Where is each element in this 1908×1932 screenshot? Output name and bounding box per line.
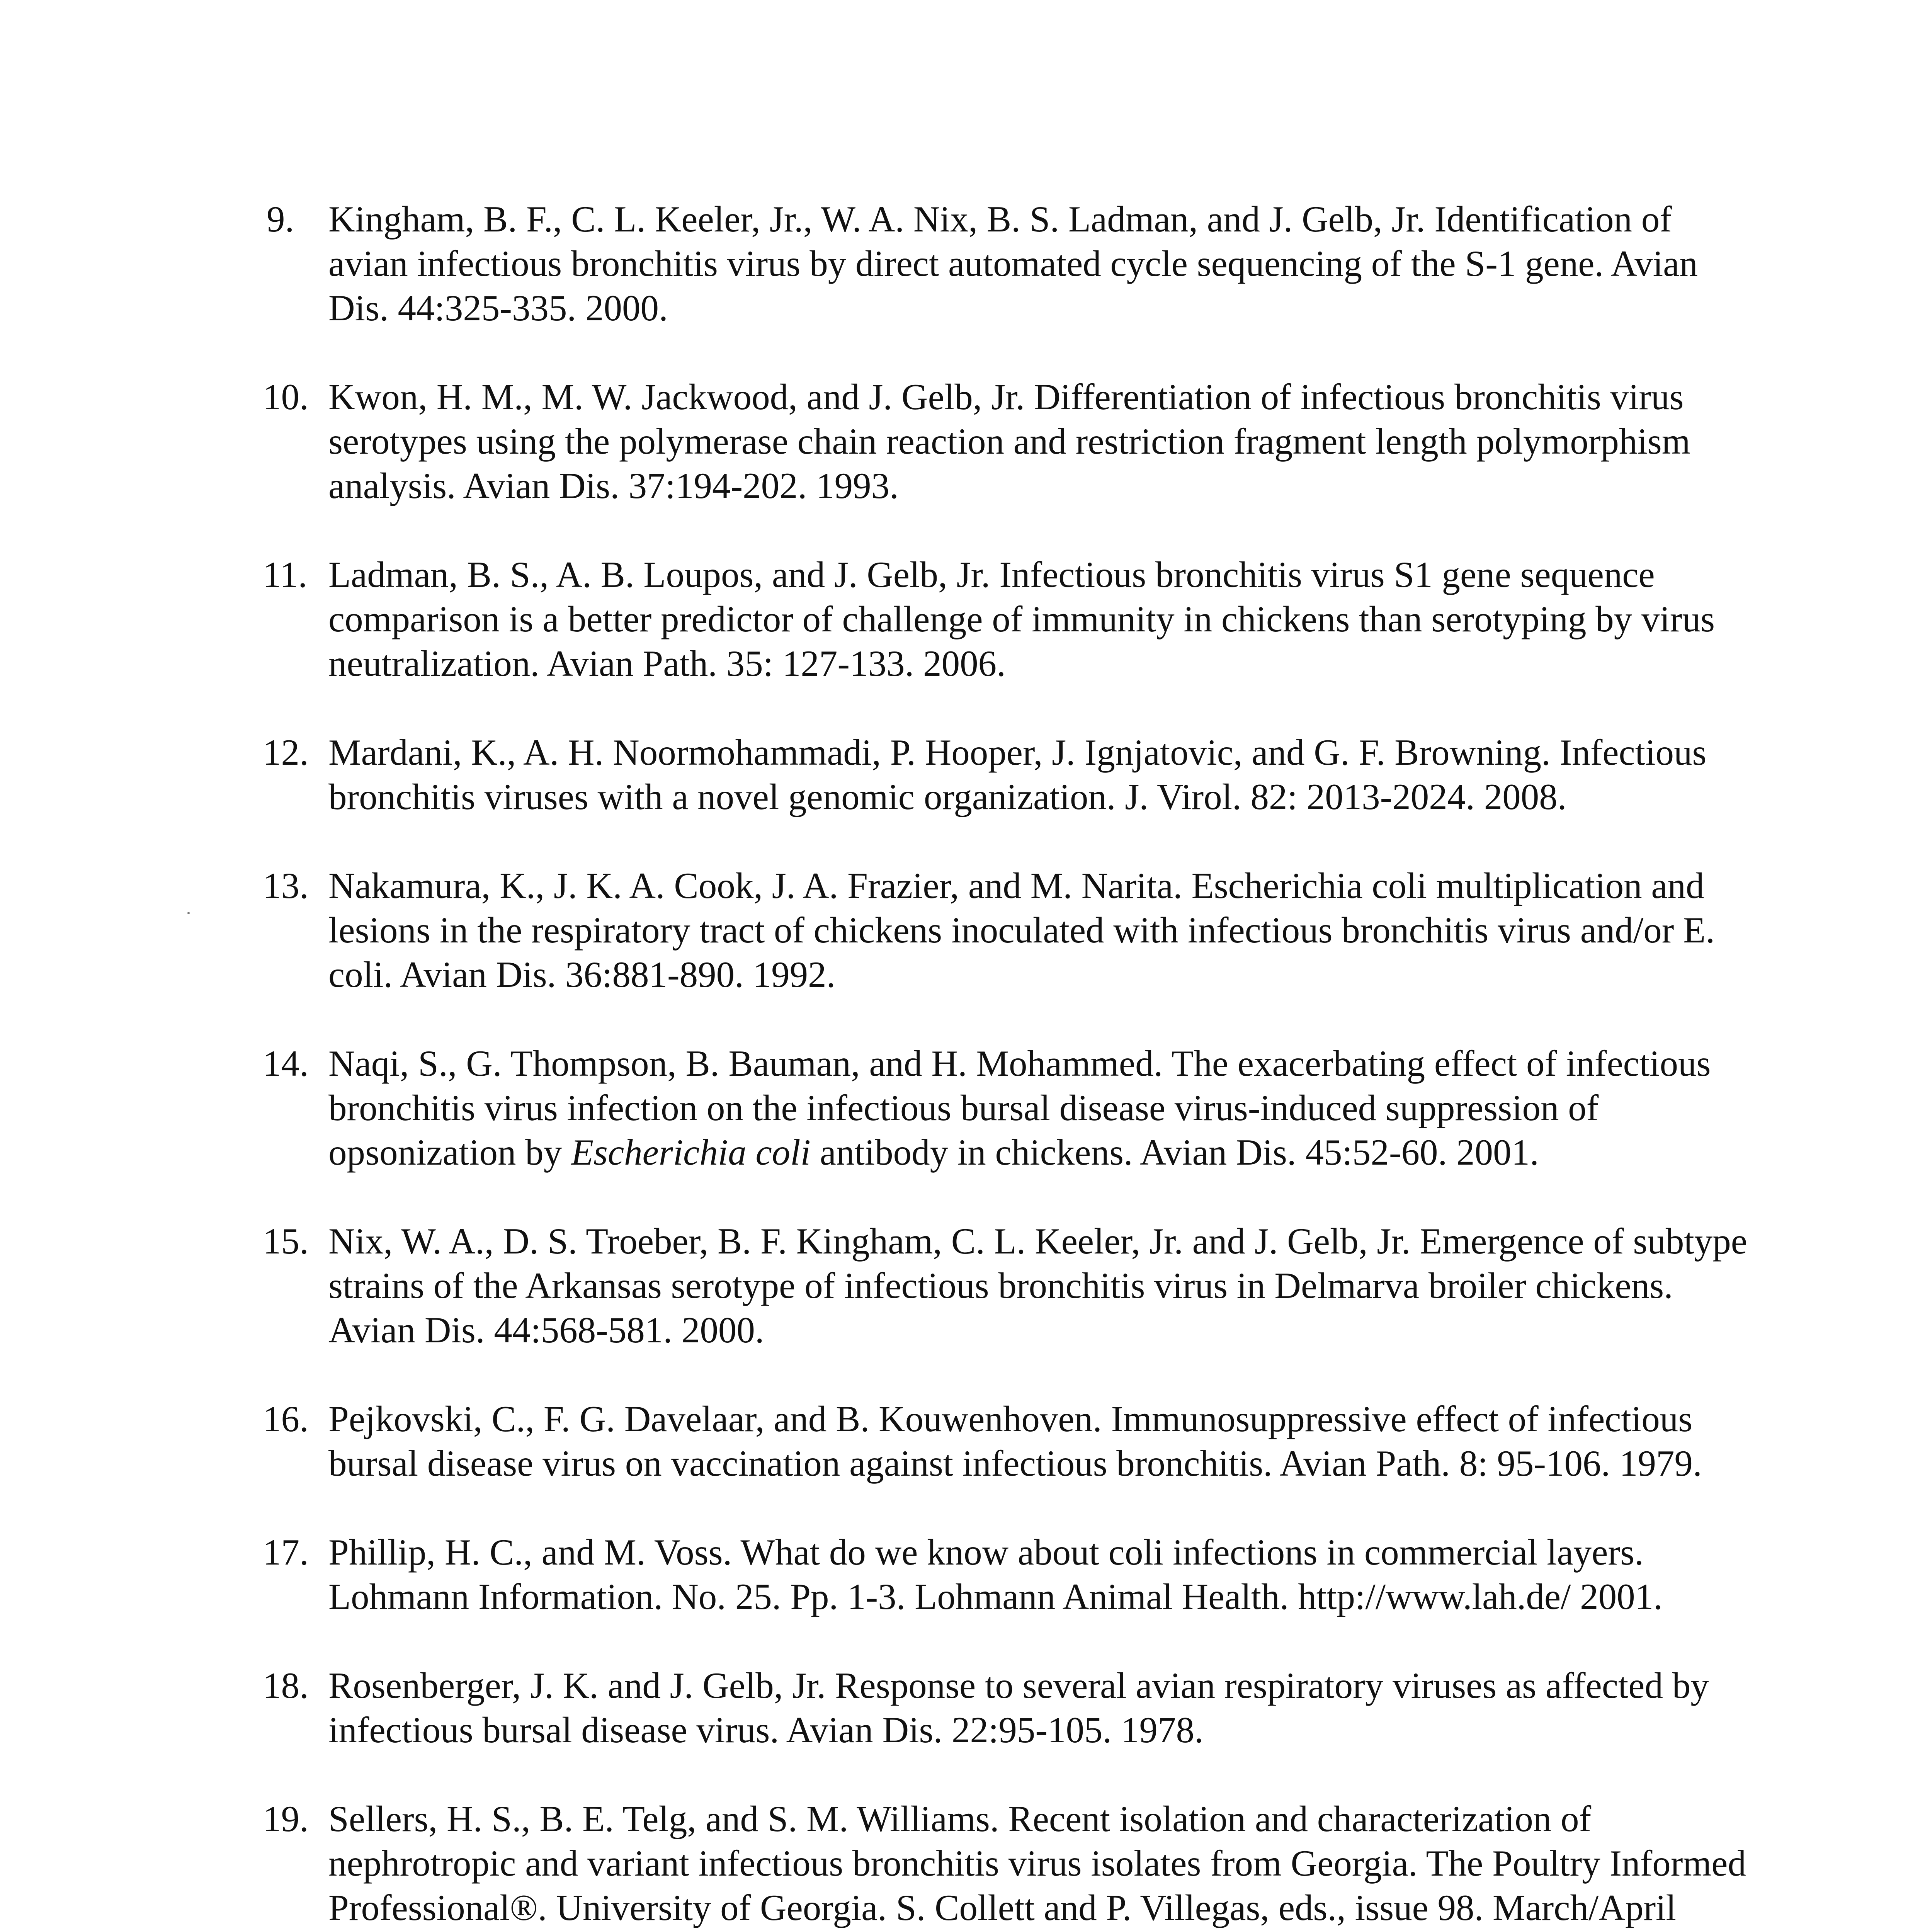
reference-text: Kwon, H. M., M. W. Jackwood, and J. Gelb, Jr. Differentiation of infectious bronchitis virus serotypes using the polymerase chain reaction and restriction fragment length polymorphism analysis. Avian Dis. 37:194-202. 1993. <box>328 376 1690 506</box>
reference-list <box>263 197 1750 1932</box>
reference-text-before-italic: Naqi, S., G. Thompson, B. Bauman, and H. Mohammed. The exacerbating effect of infectious bronchitis virus infection on the infectious bursal disease virus-induced suppression of opsonization by <box>328 1043 1711 1173</box>
reference-item-14 <box>263 1041 1750 1175</box>
reference-number: 10. <box>263 376 309 417</box>
reference-item-17 <box>263 1530 1750 1619</box>
reference-text: Phillip, H. C., and M. Voss. What do we know about coli infections in commercial layers. Lohmann Information. No. 25. Pp. 1-3. Lohmann Animal Health. http://www.lah.de/ 2001. <box>328 1532 1663 1617</box>
reference-number: 14. <box>263 1043 309 1084</box>
reference-text: Nakamura, K., J. K. A. Cook, J. A. Frazier, and M. Narita. Escherichia coli multiplication and lesions in the respiratory tract of chickens inoculated with infectious bronchitis virus and/or E. coli. Avian Dis. 36:881-890. 1992. <box>328 865 1715 995</box>
reference-item-13 <box>263 864 1750 997</box>
reference-italic-species: Escherichia coli <box>571 1132 811 1173</box>
reference-number: 17. <box>263 1532 309 1573</box>
reference-number: 13. <box>263 865 309 906</box>
scan-speck <box>187 912 190 914</box>
reference-item-15 <box>263 1219 1750 1352</box>
reference-item-10 <box>263 375 1750 508</box>
reference-item-18 <box>263 1663 1750 1752</box>
reference-item-19 <box>263 1797 1750 1932</box>
reference-number: 15. <box>263 1221 309 1262</box>
reference-number: 16. <box>263 1398 309 1439</box>
reference-number: 18. <box>263 1665 309 1706</box>
reference-text-after-italic: antibody in chickens. Avian Dis. 45:52-60. 2001. <box>810 1132 1539 1173</box>
reference-item-12 <box>263 730 1750 819</box>
reference-number: 11. <box>263 554 308 595</box>
reference-text: Sellers, H. S., B. E. Telg, and S. M. Williams. Recent isolation and characterization of nephrotropic and variant infectious bronchitis virus isolates from Georgia. The Poultry Informed Professional®. University of Georgia. S. Collett and P. Villegas, eds., issue 98. March/April <box>328 1798 1746 1928</box>
reference-text: Nix, W. A., D. S. Troeber, B. F. Kingham, C. L. Keeler, Jr. and J. Gelb, Jr. Emergence of subtype strains of the Arkansas serotype of infectious bronchitis virus in Delmarva broiler chickens. Avian Dis. 44:568-581. 2000. <box>328 1221 1747 1350</box>
reference-text: Mardani, K., A. H. Noormohammadi, P. Hooper, J. Ignjatovic, and G. F. Browning. Infectious bronchitis viruses with a novel genomic organization. J. Virol. 82: 2013-2024. 2008. <box>328 732 1707 817</box>
reference-text: Ladman, B. S., A. B. Loupos, and J. Gelb, Jr. Infectious bronchitis virus S1 gene sequence comparison is a better predictor of challenge of immunity in chickens than serotyping by virus neutralization. Avian Path. 35: 127-133. 2006. <box>328 554 1715 684</box>
reference-number: 12. <box>263 732 309 773</box>
reference-number: 19. <box>263 1798 309 1839</box>
reference-text <box>328 1041 1750 1175</box>
reference-item-11 <box>263 553 1750 686</box>
reference-text: Pejkovski, C., F. G. Davelaar, and B. Kouwenhoven. Immunosuppressive effect of infectious bursal disease virus on vaccination against infectious bronchitis. Avian Path. 8: 95-106. 1979. <box>328 1398 1702 1484</box>
reference-item-16 <box>263 1397 1750 1486</box>
reference-text: Kingham, B. F., C. L. Keeler, Jr., W. A. Nix, B. S. Ladman, and J. Gelb, Jr. Identification of avian infectious bronchitis virus by direct automated cycle sequencing of the S-1 gene. Avian Dis. 44:325-335. 2000. <box>328 199 1698 328</box>
reference-item-9 <box>267 197 1750 330</box>
reference-number: 9. <box>267 199 294 240</box>
reference-text: Rosenberger, J. K. and J. Gelb, Jr. Response to several avian respiratory viruses as affected by infectious bursal disease virus. Avian Dis. 22:95-105. 1978. <box>328 1665 1709 1750</box>
